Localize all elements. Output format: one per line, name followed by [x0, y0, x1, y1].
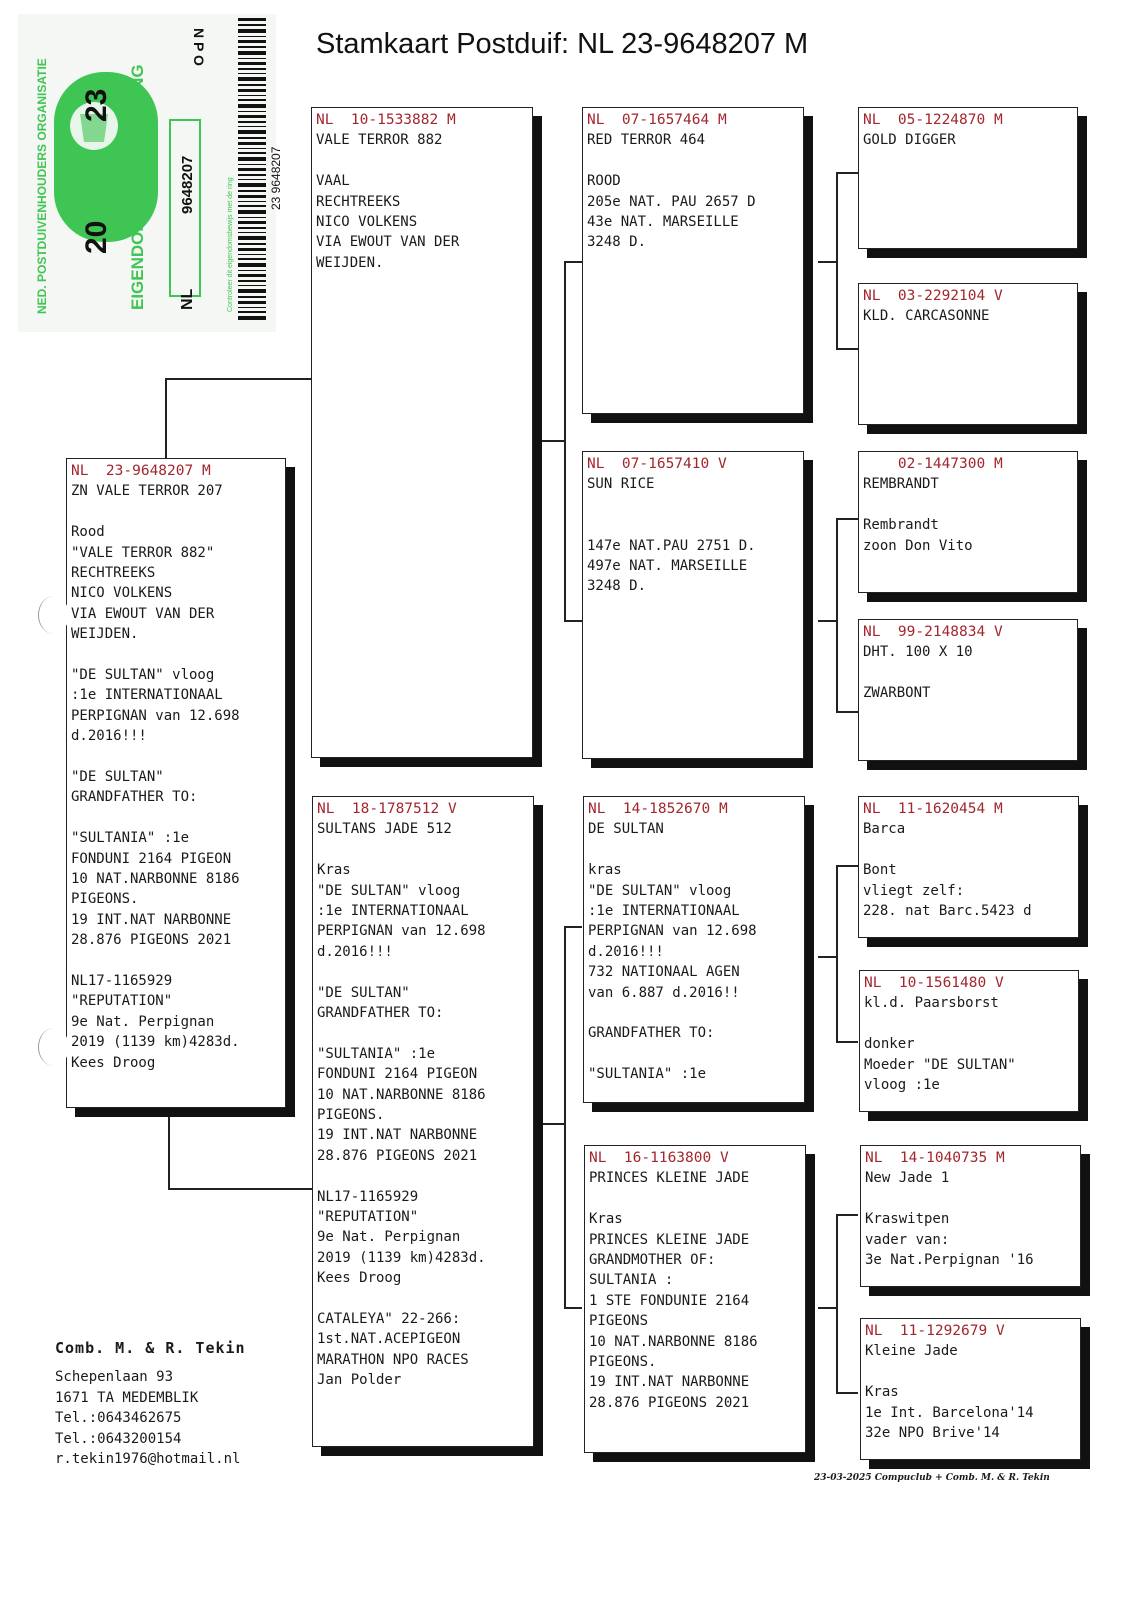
pigeon-info-line [588, 1003, 800, 1023]
ring-number-header: NL 23-9648207 M [71, 463, 211, 479]
pigeon-info-line: 9e Nat. Perpignan [317, 1229, 461, 1246]
pigeon-info-line [863, 495, 1073, 515]
pigeon-info-line: PIGEONS. [71, 891, 139, 908]
ring-number-header: NL 99-2148834 V [863, 624, 1003, 640]
pigeon-info-line: kras [588, 862, 622, 879]
pigeon-info-line [317, 1166, 529, 1186]
pigeon-info-line: PRINCES KLEINE JADE [589, 1170, 750, 1187]
pigeon-card-fmf [858, 451, 1078, 593]
pigeon-card-mfm [859, 970, 1079, 1112]
pigeon-info-line: ZN VALE TERROR 207 [71, 483, 223, 500]
pigeon-info-line: WEIJDEN. [71, 626, 139, 643]
pigeon-info-line: 147e NAT.PAU 2751 D. [587, 537, 756, 554]
pigeon-info-line: RECHTREEKS [71, 565, 156, 582]
pigeon-info-line: RECHTREEKS [316, 193, 401, 210]
contact-tel1: Tel.:0643462675 [55, 1410, 182, 1427]
pigeon-info-line: Kras [589, 1211, 623, 1228]
pigeon-info-line: Rood [71, 524, 105, 541]
ring-number-header: NL 07-1657410 V [587, 456, 727, 472]
punch-hole [38, 596, 69, 634]
connector [836, 1392, 858, 1394]
pigeon-info-line [71, 502, 281, 522]
pigeon-card-fm [582, 451, 804, 759]
pigeon-info-line: Kees Droog [317, 1270, 402, 1287]
ring-number-header: NL 11-1292679 V [865, 1323, 1005, 1339]
pigeon-info-line: d.2016!!! [588, 943, 664, 960]
pigeon-info-line: REMBRANDT [863, 476, 939, 493]
pigeon-info-line: "DE SULTAN" vloog [71, 667, 215, 684]
ring-org-text: NED. POSTDUIVENHOUDERS ORGANISATIE [35, 58, 49, 314]
pigeon-info-line: NICO VOLKENS [316, 214, 418, 231]
ring-year-left: 20 [80, 220, 113, 254]
pigeon-info-line: "REPUTATION" [71, 993, 173, 1010]
pigeon-info-line [587, 495, 799, 515]
ring-ownership-card [18, 14, 283, 332]
pigeon-info-line: "DE SULTAN" [71, 769, 164, 786]
pigeon-info-line [589, 1189, 801, 1209]
pigeon-info-line: 2019 (1139 km)4283d. [317, 1249, 486, 1266]
pigeon-card-mff [858, 796, 1079, 938]
pigeon-info-line [317, 840, 529, 860]
pigeon-info-line [317, 1023, 529, 1043]
connector [836, 1041, 858, 1043]
pigeon-info-line: MARATHON NPO RACES [317, 1351, 469, 1368]
pigeon-info-line: WEIJDEN. [316, 254, 384, 271]
ring-number-header: 02-1447300 M [863, 456, 1003, 472]
pigeon-info-line: :1e INTERNATIONAAL [317, 903, 469, 920]
pigeon-info-line [317, 962, 529, 982]
pigeon-info-line: 10 NAT.NARBONNE 8186 [589, 1333, 758, 1350]
pigeon-info-line: PIGEONS. [589, 1354, 657, 1371]
pigeon-info-line: PERPIGNAN van 12.698 [71, 707, 240, 724]
pigeon-info-line [863, 840, 1074, 860]
connector [818, 956, 836, 958]
pigeon-info-line: 28.876 PIGEONS 2021 [71, 932, 232, 949]
pigeon-info-line: d.2016!!! [71, 728, 147, 745]
pigeon-info-line [71, 951, 281, 971]
pigeon-card-father [311, 107, 533, 758]
pigeon-info-line: 28.876 PIGEONS 2021 [589, 1394, 750, 1411]
connector [564, 926, 582, 928]
connector [564, 261, 582, 263]
contact-block [55, 1338, 246, 1469]
pigeon-info-line: New Jade 1 [865, 1170, 950, 1187]
connector [168, 1188, 314, 1190]
connector [836, 1214, 838, 1393]
pigeon-info-line [316, 151, 528, 171]
connector [564, 261, 566, 621]
connector [541, 440, 564, 442]
pigeon-card-mmf [860, 1145, 1081, 1287]
connector [818, 261, 836, 263]
pigeon-info-line: 19 INT.NAT NARBONNE [317, 1127, 478, 1144]
pigeon-info-line: FONDUNI 2164 PIGEON [317, 1066, 478, 1083]
pigeon-info-line: SULTANS JADE 512 [317, 821, 452, 838]
connector [836, 865, 858, 867]
pigeon-info-line: PERPIGNAN van 12.698 [588, 923, 757, 940]
pigeon-info-line: 1 STE FONDUNIE 2164 [589, 1292, 750, 1309]
pigeon-info-line: 9e Nat. Perpignan [71, 1013, 215, 1030]
connector [836, 172, 838, 349]
ring-number-header: NL 03-2292104 V [863, 288, 1003, 304]
connector [836, 518, 838, 712]
pigeon-info-line: 3e Nat.Perpignan '16 [865, 1252, 1034, 1269]
connector [836, 172, 858, 174]
pigeon-info-line: 1e Int. Barcelona'14 [865, 1404, 1034, 1421]
pigeon-info-line [71, 808, 281, 828]
pigeon-info-line: GRANDMOTHER OF: [589, 1252, 716, 1269]
pigeon-info-line: 19 INT.NAT NARBONNE [589, 1374, 750, 1391]
pigeon-info-line: VALE TERROR 882 [316, 132, 443, 149]
pigeon-info-line: Kees Droog [71, 1054, 156, 1071]
ring-number-header: NL 14-1852670 M [588, 801, 728, 817]
pigeon-info-line [865, 1189, 1076, 1209]
pigeon-info-line [864, 1014, 1074, 1034]
pigeon-info-line: GRANDFATHER TO: [588, 1025, 715, 1042]
pigeon-info-line: PIGEONS. [317, 1107, 385, 1124]
pigeon-info-line: Kras [317, 862, 351, 879]
pigeon-info-line: vader van: [865, 1231, 950, 1248]
pigeon-info-line: 497e NAT. MARSEILLE [587, 558, 748, 574]
connector [541, 1123, 564, 1125]
connector [836, 348, 858, 350]
pigeon-info-line: 228. nat Barc.5423 d [863, 903, 1032, 920]
ring-side-text: Controleer dit eigendomsbewijs met de ring [227, 177, 234, 312]
pigeon-info-line: Kleine Jade [865, 1343, 958, 1360]
ring-eigendom-text: EIGENDOMSBEWIJS v/d RING [128, 64, 147, 310]
pigeon-card-mother [312, 796, 534, 1447]
contact-tel2: Tel.:0643200154 [55, 1430, 182, 1447]
pigeon-info-line: Rembrandt [863, 517, 939, 534]
ring-country: NL [179, 288, 196, 310]
pigeon-info-line [317, 1289, 529, 1309]
connector [836, 1214, 858, 1216]
pigeon-info-line: 2019 (1139 km)4283d. [71, 1034, 240, 1051]
pigeon-info-line: PIGEONS [589, 1313, 649, 1330]
ring-year-right: 23 [80, 88, 113, 122]
pigeon-info-line: 28.876 PIGEONS 2021 [317, 1147, 478, 1164]
ring-number-header: NL 11-1620454 M [863, 801, 1003, 817]
pigeon-info-line [865, 1362, 1076, 1382]
pigeon-info-line: kl.d. Paarsborst [864, 995, 999, 1012]
pigeon-info-line: "VALE TERROR 882" [71, 544, 215, 561]
ring-number-header: NL 10-1533882 M [316, 112, 456, 128]
pigeon-info-line: Bont [863, 862, 897, 879]
ring-npo: N P O [191, 28, 207, 66]
punch-hole [38, 1028, 69, 1066]
pigeon-info-line: RED TERROR 464 [587, 132, 706, 149]
pigeon-info-line: KLD. CARCASONNE [863, 308, 990, 325]
pigeon-card-ffm [858, 283, 1078, 425]
contact-street: Schepenlaan 93 [55, 1369, 174, 1386]
pigeon-info-line: GRANDFATHER TO: [71, 789, 198, 806]
pigeon-info-line: GOLD DIGGER [863, 132, 956, 149]
pigeon-info-line: NL17-1165929 [71, 973, 173, 990]
ring-number-header: NL 05-1224870 M [863, 112, 1003, 128]
pigeon-info-line: PRINCES KLEINE JADE [589, 1231, 750, 1248]
pigeon-info-line: 205e NAT. PAU 2657 D [587, 193, 756, 210]
pigeon-info-line: "SULTANIA" :1e [588, 1066, 707, 1083]
pigeon-info-line [587, 515, 799, 535]
pigeon-info-line: PERPIGNAN van 12.698 [317, 923, 486, 940]
pigeon-info-line: NICO VOLKENS [71, 585, 173, 602]
pigeon-info-line: 32e NPO Brive'14 [865, 1425, 1000, 1442]
pigeon-info-line [863, 663, 1073, 683]
pigeon-info-line: Moeder "DE SULTAN" [864, 1056, 1016, 1073]
pigeon-info-line: FONDUNI 2164 PIGEON [71, 850, 232, 867]
pigeon-card-fmm [858, 619, 1078, 761]
ring-number-header: NL 16-1163800 V [589, 1150, 729, 1166]
connector [165, 378, 167, 460]
pigeon-info-line: 19 INT.NAT NARBONNE [71, 911, 232, 928]
pigeon-info-line [71, 645, 281, 665]
pigeon-card-ff [582, 107, 804, 414]
pigeon-info-line: DHT. 100 X 10 [863, 644, 973, 661]
pigeon-info-line [588, 1044, 800, 1064]
pigeon-info-line: CATALEYA" 22-266: [317, 1311, 461, 1328]
pigeon-info-line: VIA EWOUT VAN DER [71, 605, 215, 622]
pigeon-info-line: 1st.NAT.ACEPIGEON [317, 1331, 461, 1348]
pigeon-info-line: VIA EWOUT VAN DER [316, 234, 460, 251]
connector [836, 865, 838, 1042]
pigeon-info-line: "DE SULTAN" vloog [317, 882, 461, 899]
pigeon-info-line: 3248 D. [587, 578, 647, 595]
connector [564, 926, 566, 1308]
pigeon-info-line: VAAL [316, 173, 350, 190]
pigeon-info-line: :1e INTERNATIONAAL [588, 903, 740, 920]
pigeon-card-fff [858, 107, 1078, 249]
connector [818, 1307, 836, 1309]
breeder-name: Comb. M. & R. Tekin [55, 1339, 246, 1357]
pigeon-info-line: DE SULTAN [588, 821, 664, 838]
connector [165, 378, 311, 380]
connector [818, 620, 836, 622]
pigeon-info-line: 10 NAT.NARBONNE 8186 [317, 1086, 486, 1103]
pigeon-info-line: ZWARBONT [863, 685, 931, 702]
pigeon-info-line: ROOD [587, 173, 621, 190]
pigeon-card-mm [584, 1145, 806, 1453]
pigeon-info-line: d.2016!!! [317, 943, 393, 960]
footer-stamp: 23-03-2025 Compuclub + Comb. M. & R. Tekin [814, 1473, 1050, 1483]
pigeon-info-line: SUN RICE [587, 476, 655, 493]
pigeon-info-line: Jan Polder [317, 1372, 402, 1389]
pigeon-info-line: Barca [863, 821, 906, 838]
pigeon-info-line [588, 840, 800, 860]
barcode [238, 18, 266, 320]
contact-city: 1671 TA MEDEMBLIK [55, 1389, 199, 1406]
pigeon-info-line: "DE SULTAN" [317, 984, 410, 1001]
pigeon-info-line: vliegt zelf: [863, 882, 965, 899]
pigeon-card-mf [583, 796, 805, 1103]
barcode-number: 23 9648207 [269, 146, 283, 210]
pigeon-info-line: "REPUTATION" [317, 1209, 419, 1226]
pigeon-info-line: Kras [865, 1384, 899, 1401]
pigeon-info-line: vloog :1e [864, 1077, 940, 1094]
pigeon-info-line: van 6.887 d.2016!! [588, 984, 740, 1001]
pigeon-info-line: "SULTANIA" :1e [71, 830, 190, 847]
pigeon-info-line: GRANDFATHER TO: [317, 1005, 444, 1022]
ring-number-header: NL 18-1787512 V [317, 801, 457, 817]
connector [836, 518, 858, 520]
pigeon-info-line: "DE SULTAN" vloog [588, 882, 732, 899]
pigeon-info-line: Kraswitpen [865, 1211, 950, 1228]
pigeon-info-line: "SULTANIA" :1e [317, 1045, 436, 1062]
pigeon-info-line: 732 NATIONAAL AGEN [588, 964, 740, 981]
pigeon-info-line [587, 151, 799, 171]
connector [564, 1307, 582, 1309]
pigeon-info-line: NL17-1165929 [317, 1188, 419, 1205]
pigeon-info-line: zoon Don Vito [863, 537, 973, 554]
pigeon-info-line: :1e INTERNATIONAAL [71, 687, 223, 704]
pigeon-info-line: 10 NAT.NARBONNE 8186 [71, 871, 240, 888]
pigeon-card-mmm [860, 1318, 1081, 1460]
page-title: Stamkaart Postduif: NL 23-9648207 M [316, 28, 809, 60]
contact-email: r.tekin1976@hotmail.nl [55, 1451, 241, 1468]
pigeon-info-line: SULTANIA : [589, 1272, 674, 1289]
pigeon-info-line: donker [864, 1036, 915, 1053]
pigeon-info-line: 43e NAT. MARSEILLE [587, 214, 739, 231]
ring-number-header: NL 14-1040735 M [865, 1150, 1005, 1166]
ring-number-header: NL 07-1657464 M [587, 112, 727, 128]
ring-number: 9648207 [179, 155, 196, 214]
connector [564, 620, 582, 622]
pigeon-info-line: 3248 D. [587, 234, 647, 251]
ring-number-header: NL 10-1561480 V [864, 975, 1004, 991]
pigeon-info-line [71, 747, 281, 767]
pigeon-card-subject [66, 458, 286, 1108]
connector [836, 711, 858, 713]
connector [168, 1103, 170, 1189]
